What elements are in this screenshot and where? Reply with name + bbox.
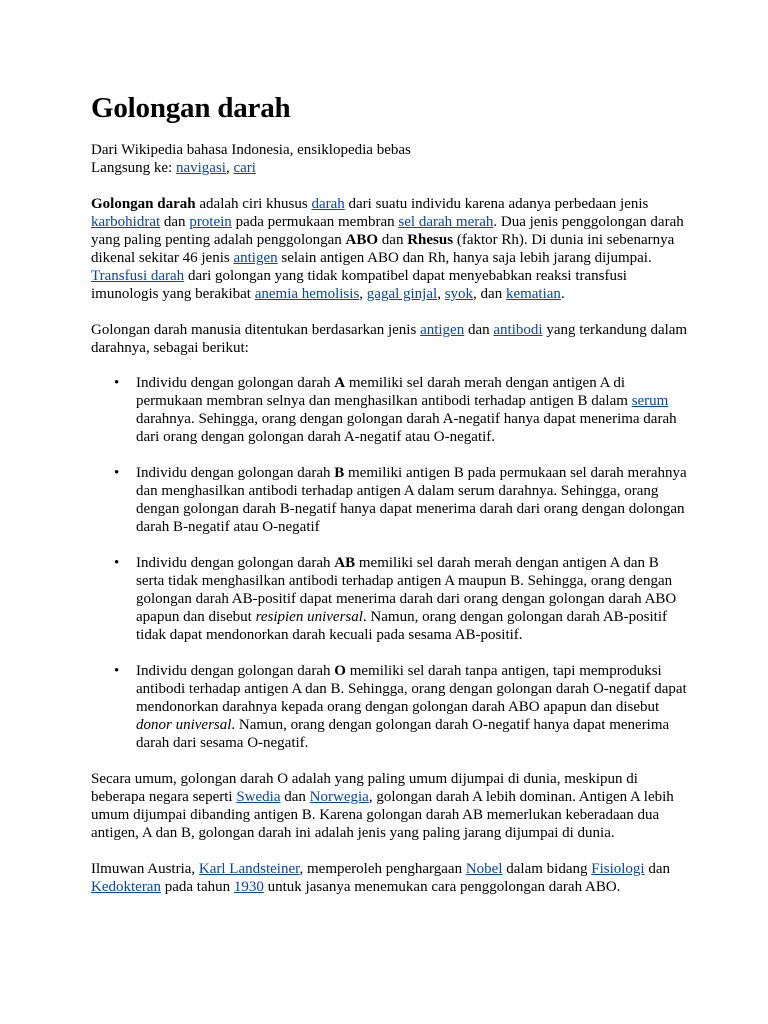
link-antibodi[interactable]: antibodi — [493, 322, 543, 338]
link-gagal-ginjal[interactable]: gagal ginjal — [366, 286, 438, 302]
link-antigen-2[interactable]: antigen — [420, 322, 465, 338]
paragraph-distribution: Secara umum, golongan darah O adalah yang paling umum dijumpai di dunia, meskipun di beberapa negara seperti Swedia dan Norwegia, golongan darah A lebih dominan. Antigen A lebih umum dijumpai dibanding antigen B. Karena golongan darah AB memerlukan keberadaan dua antigen, A dan B, golongan darah ini adalah jenis yang paling jarang dijumpai di dunia. — [91, 771, 674, 841]
page-title: Golongan darah — [91, 92, 291, 124]
site-subtitle: Dari Wikipedia bahasa Indonesia, ensiklopedia bebas — [91, 142, 411, 158]
link-sel-darah-merah[interactable]: sel darah merah — [398, 214, 494, 230]
link-darah[interactable]: darah — [311, 196, 345, 212]
link-syok[interactable]: syok — [444, 286, 474, 302]
search-link[interactable]: cari — [233, 160, 256, 176]
bullet-icon: • — [114, 663, 120, 679]
link-protein[interactable]: protein — [189, 214, 232, 230]
blood-type-list — [91, 374, 688, 752]
intro-paragraph: Golongan darah adalah ciri khusus darah dari suatu individu karena adanya perbedaan jenis karbohidrat dan protein pada permukaan membran sel darah merah. Dua jenis penggolongan darah yang paling penting adalah penggolongan ABO dan Rhesus (faktor Rh). Di dunia ini sebenarnya dikenal sekitar 46 jenis antigen selain antigen ABO dan Rh, hanya saja lebih jarang dijumpai. Transfusi darah dari golongan yang tidak kompatibel dapat menyebabkan reaksi transfusi imunologis yang berakibat anemia hemolisis, gagal ginjal, syok, dan kematian. — [91, 196, 684, 302]
link-anemia-hemolisis[interactable]: anemia hemolisis — [254, 286, 360, 302]
list-item-a: • Individu dengan golongan darah A memiliki sel darah merah dengan antigen A di permukaan membran selnya dan menghasilkan antibodi terhadap antigen B dalam serum darahnya. Sehingga, orang dengan golongan darah A-negatif hanya dapat menerima darah dari orang dengan golongan darah A-negatif atau O-negatif. — [114, 375, 677, 445]
list-item-o: • Individu dengan golongan darah O memiliki sel darah tanpa antigen, tapi memproduksi antibodi terhadap antigen A dan B. Sehingga, orang dengan golongan darah O-negatif dapat mendonorkan darahnya kepada orang dengan golongan darah ABO apapun dan disebut donor universal. Namun, orang dengan golongan darah O-negatif hanya dapat menerima darah dari sesama O-negatif. — [114, 663, 687, 751]
paragraph-landsteiner: Ilmuwan Austria, Karl Landsteiner, memperoleh penghargaan Nobel dalam bidang Fisiologi dan Kedokteran pada tahun 1930 untuk jasanya menemukan cara penggolongan darah ABO. — [91, 861, 671, 895]
navigation-link[interactable]: navigasi — [175, 160, 226, 176]
bullet-icon: • — [114, 555, 120, 571]
link-norwegia[interactable]: Norwegia — [309, 789, 369, 805]
link-1930[interactable]: 1930 — [233, 879, 264, 895]
link-serum[interactable]: serum — [631, 393, 669, 409]
link-swedia[interactable]: Swedia — [236, 789, 281, 805]
subtitle — [91, 141, 688, 177]
link-transfusi-darah[interactable]: Transfusi darah — [91, 268, 185, 284]
link-karbohidrat[interactable]: karbohidrat — [91, 214, 161, 230]
link-nobel[interactable]: Nobel — [465, 861, 503, 877]
link-antigen[interactable]: antigen — [233, 250, 278, 266]
link-fisiologi[interactable]: Fisiologi — [591, 861, 645, 877]
list-item-ab: • Individu dengan golongan darah AB memiliki sel darah merah dengan antigen A dan B serta tidak menghasilkan antibodi terhadap antigen A maupun B. Sehingga, orang dengan golongan darah AB-positif dapat menerima darah dari orang dengan golongan darah ABO apapun dan disebut resipien universal. Namun, orang dengan golongan darah AB-positif tidak dapat mendonorkan darah kecuali pada sesama AB-positif. — [114, 555, 677, 643]
paragraph-antigen: Golongan darah manusia ditentukan berdasarkan jenis antigen dan antibodi yang terkandung dalam darahnya, sebagai berikut: — [91, 322, 688, 356]
bullet-icon: • — [114, 465, 120, 481]
jump-links: Langsung ke: navigasi, cari — [91, 160, 256, 176]
bullet-icon: • — [114, 375, 120, 391]
link-kematian[interactable]: kematian — [505, 286, 561, 302]
link-karl-landsteiner[interactable]: Karl Landsteiner — [198, 861, 300, 877]
list-item-b: • Individu dengan golongan darah B memiliki antigen B pada permukaan sel darah merahnya dan menghasilkan antibodi terhadap antigen A dalam serum darahnya. Sehingga, orang dengan golongan darah B-negatif hanya dapat menerima darah dari orang dengan dolongan darah B-negatif atau O-negatif — [114, 465, 687, 535]
link-kedokteran[interactable]: Kedokteran — [91, 879, 161, 895]
